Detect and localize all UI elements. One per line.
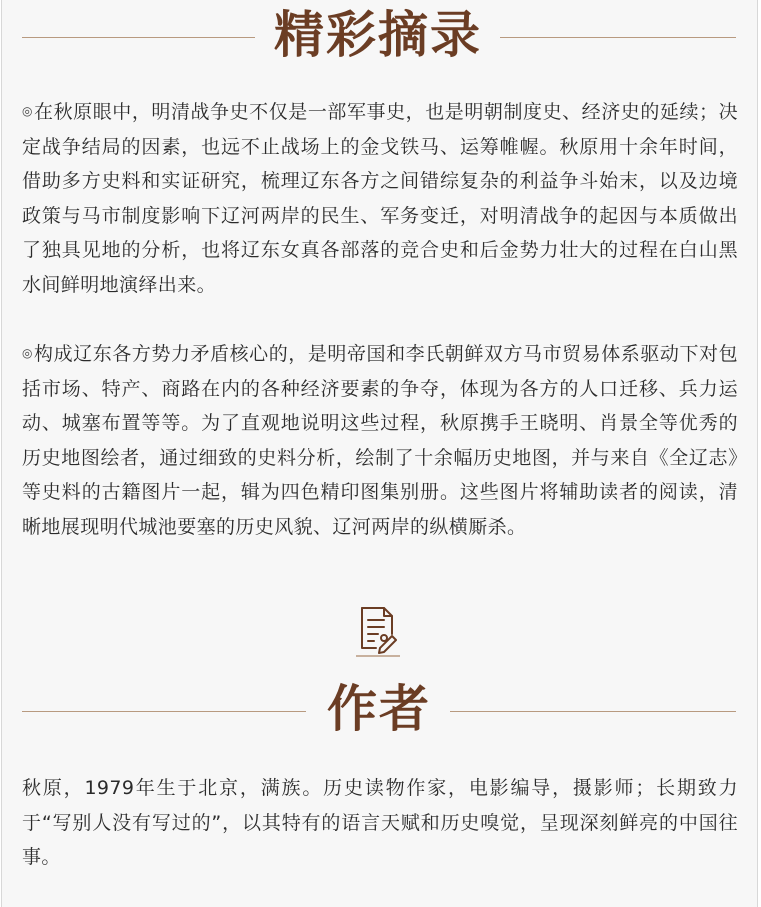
heading-rule-left [22,37,255,38]
bullet-icon: ◎ [22,346,34,360]
bullet-icon: ◎ [22,104,34,118]
excerpt-paragraph-1 [22,94,738,303]
excerpt-heading-row [2,6,759,68]
excerpt-paragraph-2 [22,336,738,545]
excerpt-paragraph-1-text: 在秋原眼中，明清战争史不仅是一部军事史，也是明朝制度史、经济史的延续；决定战争结局的因素，也远不止战场上的金戈铁马、运筹帷幄。秋原用十余年时间，借助多方史料和实证研究，梳理辽东各方之间错综复杂的利益争斗始末，以及边境政策与马市制度影响下辽河两岸的民生、军务变迁，对明清战争的起因与本质做出了独具见地的分析，也将辽东女真各部落的竞合史和后金势力壮大的过程在白山黑水间鲜明地演绎出来。 [22,101,738,296]
heading-rule-right [500,37,736,38]
document-pen-icon [356,604,400,658]
author-heading: 作者 [327,679,431,738]
excerpt-paragraph-2-text: 构成辽东各方势力矛盾核心的，是明帝国和李氏朝鲜双方马市贸易体系驱动下对包括市场、特产、商路在内的各种经济要素的争夺，体现为各方的人口迁移、兵力运动、城塞布置等等。为了直观地说明这些过程，秋原携手王晓明、肖景全等优秀的历史地图绘者，通过细致的史料分析，绘制了十余幅历史地图，并与来自《全辽志》等史料的古籍图片一起，辑为四色精印图集别册。这些图片将辅助读者的阅读，清晰地展现明代城池要塞的历史风貌、辽河两岸的纵横厮杀。 [22,343,738,538]
heading-rule-right [450,711,736,712]
author-paragraph: 秋原，1979年生于北京，满族。历史读物作家，电影编导，摄影师；长期致力于“写别人没有写过的”，以其特有的语言天赋和历史嗅觉，呈现深刻鲜亮的中国往事。 [22,777,738,869]
excerpt-heading: 精彩摘录 [274,5,482,64]
page-frame [1,0,758,907]
heading-rule-left [22,711,306,712]
author-heading-row [2,680,759,742]
